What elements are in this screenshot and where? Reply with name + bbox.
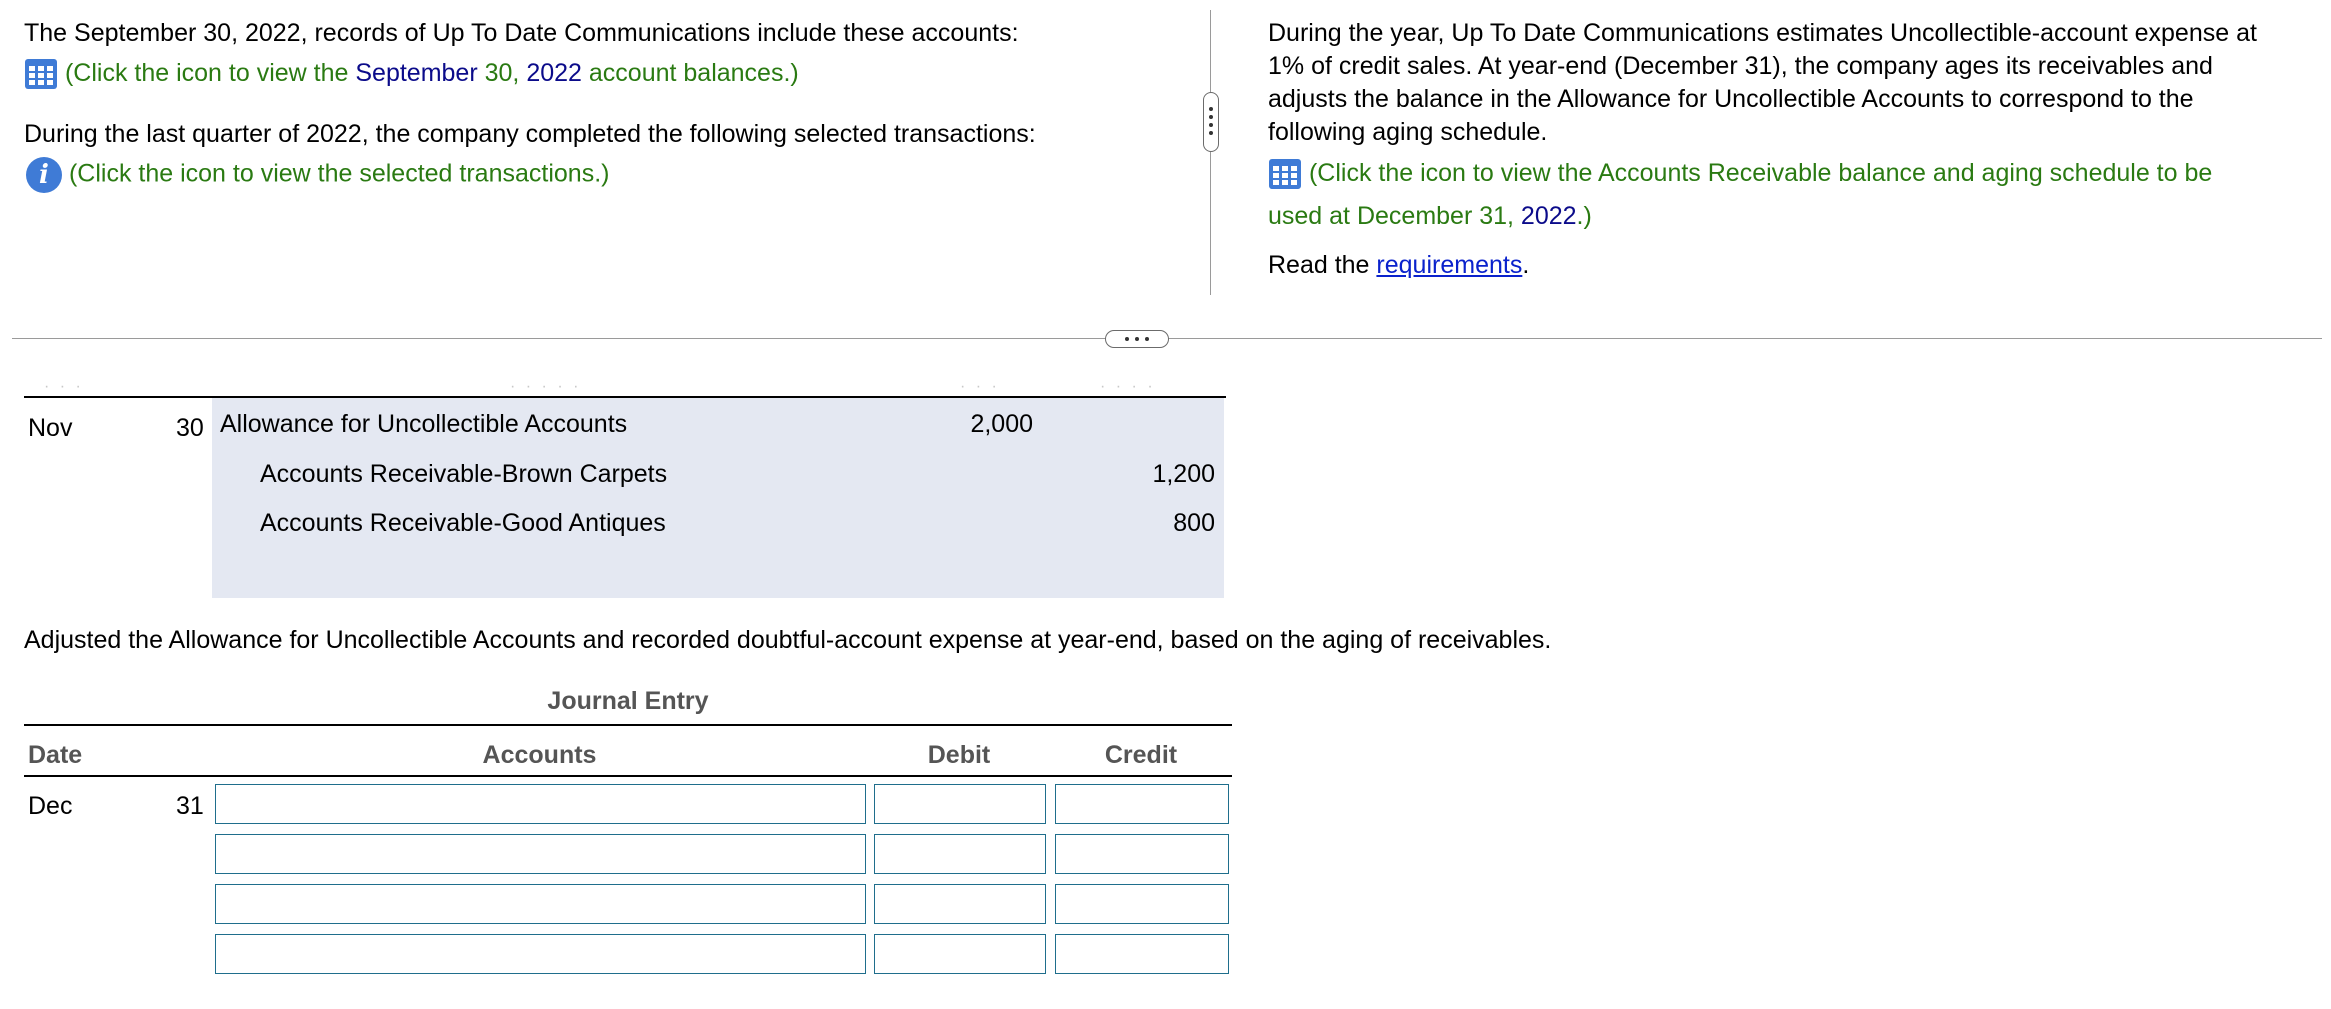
header-date: Date xyxy=(28,741,83,769)
vertical-divider xyxy=(1210,10,1211,295)
balances-link-mid[interactable]: 30, xyxy=(477,59,527,87)
info-icon[interactable]: i xyxy=(26,157,62,193)
prior-entry-top-rule xyxy=(24,396,1226,398)
right-paragraph-line-1: During the year, Up To Date Communications estimates Uncollectible-account expense at xyxy=(1268,19,2257,47)
faint-header-dots: · · · xyxy=(44,378,84,395)
right-paragraph-line-2: 1% of credit sales. At year-end (December 31), the company ages its receivables and xyxy=(1268,52,2213,80)
aging-link-line-2[interactable] xyxy=(1268,200,1592,233)
debit-input[interactable] xyxy=(874,784,1046,824)
debit-input[interactable] xyxy=(874,934,1046,974)
faint-header-dots: · · · xyxy=(960,378,1000,395)
prior-entry-account: Accounts Receivable-Brown Carpets xyxy=(260,460,668,488)
prior-entry-credit: 800 xyxy=(1173,509,1215,537)
prior-entry-month: Nov xyxy=(28,414,73,442)
credit-input[interactable] xyxy=(1055,884,1229,924)
intro-text: The September 30, 2022, records of Up To Date Communications include these accounts: xyxy=(24,19,1019,47)
aging-link-year[interactable]: 2022 xyxy=(1520,202,1577,230)
read-requirements-row xyxy=(1268,249,1529,282)
horizontal-resize-handle[interactable] xyxy=(1105,330,1169,348)
journal-top-rule xyxy=(24,724,1232,726)
credit-input[interactable] xyxy=(1055,834,1229,874)
credit-input[interactable] xyxy=(1055,934,1229,974)
prior-entry-day: 30 xyxy=(176,414,204,442)
right-paragraph-line-3: adjusts the balance in the Allowance for Uncollectible Accounts to correspond to the xyxy=(1268,85,2194,113)
prior-entry-debit: 2,000 xyxy=(970,410,1033,438)
table-grid-icon[interactable] xyxy=(1268,158,1302,190)
account-input[interactable] xyxy=(215,834,866,874)
transactions-link[interactable]: (Click the icon to view the selected transactions.) xyxy=(68,159,610,188)
instruction-text: Adjusted the Allowance for Uncollectible Accounts and recorded doubtful-account expense at year-end, based on the aging of receivables. xyxy=(24,626,1552,654)
credit-input[interactable] xyxy=(1055,784,1229,824)
balances-link-year[interactable]: 2022 xyxy=(526,59,582,87)
debit-input[interactable] xyxy=(874,884,1046,924)
prior-entry-account: Accounts Receivable-Good Antiques xyxy=(260,509,666,537)
journal-month: Dec xyxy=(28,792,73,820)
account-input[interactable] xyxy=(215,784,866,824)
aging-link-row[interactable] xyxy=(1268,157,2212,190)
header-accounts: Accounts xyxy=(482,741,597,769)
account-input[interactable] xyxy=(215,884,866,924)
journal-day: 31 xyxy=(176,792,204,820)
aging-link-date[interactable]: used at December 31, xyxy=(1268,202,1521,230)
balances-link-close[interactable]: account balances.) xyxy=(581,59,799,87)
table-grid-icon[interactable] xyxy=(24,58,58,90)
faint-header-dots: · · · · xyxy=(1100,378,1156,395)
balances-link-month[interactable]: September xyxy=(355,59,478,87)
read-suffix: . xyxy=(1522,251,1530,279)
journal-title: Journal Entry xyxy=(547,687,709,715)
right-paragraph-line-4: following aging schedule. xyxy=(1268,118,1548,146)
balances-link-row[interactable] xyxy=(24,57,799,90)
header-credit: Credit xyxy=(1104,741,1178,769)
read-prefix: Read the xyxy=(1268,251,1377,279)
journal-header-rule xyxy=(24,775,1232,777)
transactions-link-row[interactable] xyxy=(26,157,609,193)
requirements-link[interactable]: requirements xyxy=(1376,251,1523,279)
transactions-intro: During the last quarter of 2022, the company completed the following selected transactions: xyxy=(24,120,1036,148)
vertical-resize-handle[interactable] xyxy=(1203,92,1219,152)
balances-link-open[interactable]: (Click the icon to view the xyxy=(64,59,356,87)
header-debit: Debit xyxy=(927,741,991,769)
account-input[interactable] xyxy=(215,934,866,974)
aging-link-line-1[interactable]: (Click the icon to view the Accounts Receivable balance and aging schedule to be xyxy=(1308,159,2213,187)
prior-entry-account: Allowance for Uncollectible Accounts xyxy=(220,410,628,438)
debit-input[interactable] xyxy=(874,834,1046,874)
faint-header-dots: · · · · · xyxy=(510,378,582,395)
aging-link-end[interactable]: .) xyxy=(1576,202,1592,230)
prior-entry-credit: 1,200 xyxy=(1152,460,1215,488)
